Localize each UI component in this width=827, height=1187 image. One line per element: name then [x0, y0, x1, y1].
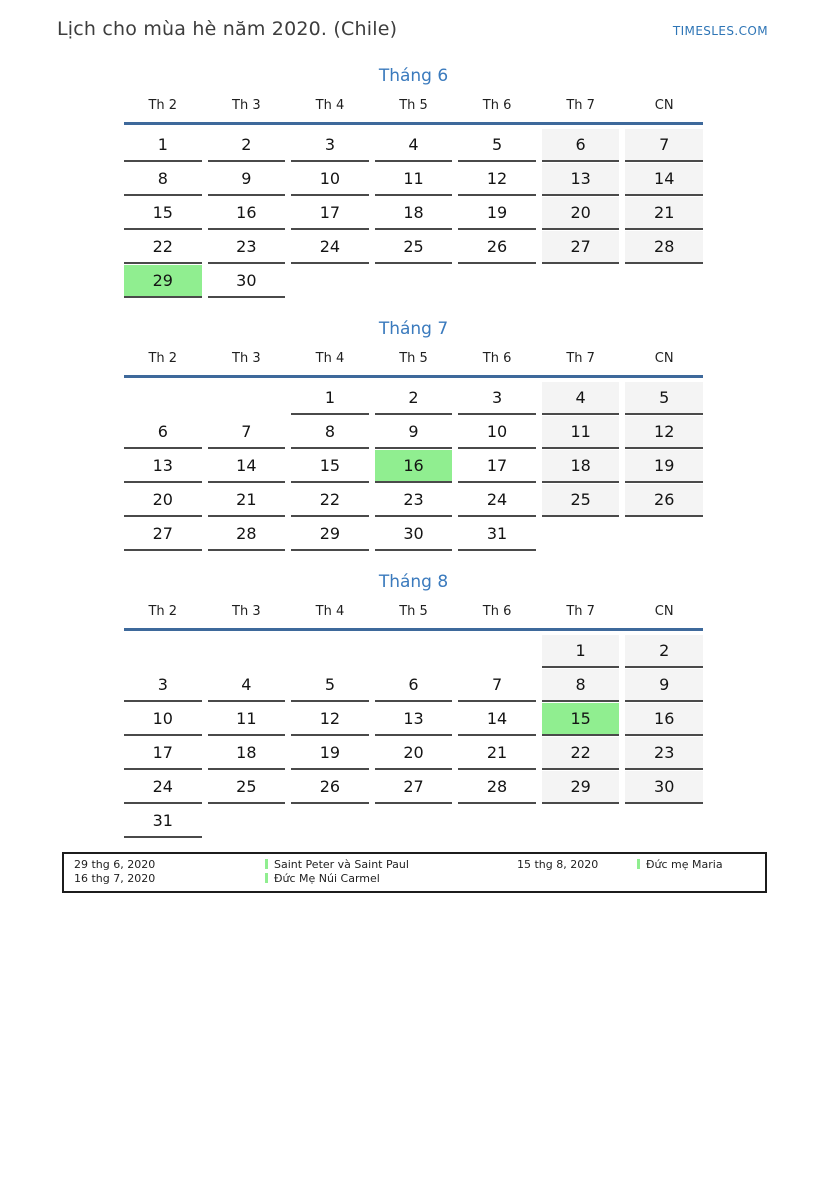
day-cell: 25 [375, 231, 453, 264]
day-cell: 25 [208, 771, 286, 804]
empty-cell [542, 518, 620, 551]
day-cell: 16 [375, 450, 453, 483]
month-title: Tháng 6 [378, 66, 449, 86]
day-cell: 29 [291, 518, 369, 551]
day-cell: 2 [208, 129, 286, 162]
day-cell: 10 [124, 703, 202, 736]
day-cell: 9 [208, 163, 286, 196]
day-cell: 18 [208, 737, 286, 770]
legend-date: 16 thg 7, 2020 [74, 872, 156, 885]
day-cell: 7 [625, 129, 703, 162]
empty-cell [208, 635, 286, 668]
day-cell: 17 [291, 197, 369, 230]
day-cell: 26 [625, 484, 703, 517]
day-names-row [124, 604, 703, 631]
day-cell: 6 [375, 669, 453, 702]
empty-cell [291, 635, 369, 668]
day-name: Th 4 [315, 351, 345, 366]
legend-holiday-label: Đức Mẹ Núi Carmel [274, 872, 380, 885]
legend-holiday [265, 858, 517, 872]
day-cell: 12 [291, 703, 369, 736]
day-name: Th 2 [148, 98, 178, 113]
day-cell: 13 [124, 450, 202, 483]
day-name: Th 6 [482, 604, 512, 619]
months-container [124, 66, 703, 838]
holiday-marker-icon [637, 859, 640, 869]
day-cell: 31 [124, 805, 202, 838]
day-names-row [124, 98, 703, 125]
empty-cell [625, 265, 703, 298]
empty-cell [458, 265, 536, 298]
day-cell: 22 [542, 737, 620, 770]
day-name: CN [654, 98, 674, 113]
holiday-legend [62, 852, 767, 893]
day-cell: 10 [291, 163, 369, 196]
empty-cell [124, 635, 202, 668]
day-cell: 8 [124, 163, 202, 196]
day-name: Th 4 [315, 98, 345, 113]
day-cell: 6 [542, 129, 620, 162]
day-cell: 15 [542, 703, 620, 736]
legend-holiday [637, 858, 765, 872]
day-cell: 1 [124, 129, 202, 162]
day-cell: 24 [291, 231, 369, 264]
day-cell: 2 [625, 635, 703, 668]
day-cell: 18 [542, 450, 620, 483]
day-name: Th 7 [566, 604, 595, 619]
month-grid [124, 129, 703, 298]
legend-holiday-label: Saint Peter và Saint Paul [274, 858, 409, 871]
month-grid [124, 382, 703, 551]
day-cell: 5 [625, 382, 703, 415]
empty-cell [542, 265, 620, 298]
day-cell: 3 [458, 382, 536, 415]
day-cell: 21 [458, 737, 536, 770]
month-july [124, 319, 703, 551]
empty-cell [208, 382, 286, 415]
day-cell: 18 [375, 197, 453, 230]
page-title: Lịch cho mùa hè năm 2020. (Chile) [57, 18, 398, 40]
day-cell: 29 [542, 771, 620, 804]
day-cell: 14 [625, 163, 703, 196]
day-cell: 28 [208, 518, 286, 551]
empty-cell [124, 382, 202, 415]
day-cell: 19 [458, 197, 536, 230]
day-name: Th 6 [482, 98, 512, 113]
day-cell: 30 [375, 518, 453, 551]
day-cell: 4 [375, 129, 453, 162]
day-name: Th 3 [232, 604, 261, 619]
month-august [124, 572, 703, 838]
month-grid [124, 635, 703, 838]
day-cell: 8 [542, 669, 620, 702]
empty-cell [625, 805, 703, 838]
day-cell: 11 [375, 163, 453, 196]
day-cell: 9 [375, 416, 453, 449]
day-name: Th 3 [232, 351, 261, 366]
day-cell: 26 [458, 231, 536, 264]
day-cell: 30 [625, 771, 703, 804]
day-cell: 22 [124, 231, 202, 264]
day-cell: 12 [625, 416, 703, 449]
day-name: Th 2 [148, 351, 178, 366]
day-cell: 3 [124, 669, 202, 702]
day-cell: 27 [124, 518, 202, 551]
empty-cell [458, 635, 536, 668]
day-cell: 9 [625, 669, 703, 702]
day-cell: 24 [458, 484, 536, 517]
day-cell: 23 [208, 231, 286, 264]
legend-date: 29 thg 6, 2020 [74, 858, 156, 871]
day-cell: 5 [458, 129, 536, 162]
month-june [124, 66, 703, 298]
day-name: Th 7 [566, 351, 595, 366]
day-name: Th 3 [232, 98, 261, 113]
legend-dates-column [517, 858, 637, 872]
legend-dates-column [74, 858, 265, 886]
day-name: Th 4 [315, 604, 345, 619]
day-name: Th 5 [399, 351, 428, 366]
empty-cell [375, 265, 453, 298]
day-cell: 7 [458, 669, 536, 702]
day-cell: 22 [291, 484, 369, 517]
day-cell: 17 [124, 737, 202, 770]
day-cell: 20 [542, 197, 620, 230]
day-cell: 19 [625, 450, 703, 483]
day-name: Th 7 [566, 98, 595, 113]
day-cell: 27 [542, 231, 620, 264]
day-name: Th 6 [482, 351, 512, 366]
day-name: CN [654, 351, 674, 366]
day-cell: 20 [375, 737, 453, 770]
day-cell: 8 [291, 416, 369, 449]
day-cell: 4 [208, 669, 286, 702]
day-cell: 11 [542, 416, 620, 449]
day-cell: 14 [208, 450, 286, 483]
day-names-row [124, 351, 703, 378]
day-cell: 20 [124, 484, 202, 517]
day-cell: 26 [291, 771, 369, 804]
day-cell: 21 [625, 197, 703, 230]
legend-date: 15 thg 8, 2020 [517, 858, 599, 871]
day-cell: 12 [458, 163, 536, 196]
day-cell: 23 [625, 737, 703, 770]
day-cell: 15 [291, 450, 369, 483]
day-cell: 1 [542, 635, 620, 668]
day-cell: 16 [208, 197, 286, 230]
day-cell: 28 [458, 771, 536, 804]
empty-cell [291, 805, 369, 838]
day-cell: 31 [458, 518, 536, 551]
day-cell: 16 [625, 703, 703, 736]
day-cell: 7 [208, 416, 286, 449]
day-name: Th 2 [148, 604, 178, 619]
day-cell: 17 [458, 450, 536, 483]
day-cell: 28 [625, 231, 703, 264]
day-cell: 4 [542, 382, 620, 415]
day-cell: 5 [291, 669, 369, 702]
month-title: Tháng 7 [378, 319, 449, 339]
day-cell: 23 [375, 484, 453, 517]
legend-holiday-label: Đức mẹ Maria [646, 858, 723, 871]
day-cell: 21 [208, 484, 286, 517]
day-cell: 1 [291, 382, 369, 415]
day-cell: 2 [375, 382, 453, 415]
holiday-marker-icon [265, 873, 268, 883]
day-cell: 25 [542, 484, 620, 517]
holiday-marker-icon [265, 859, 268, 869]
legend-holidays-column [265, 858, 517, 886]
day-cell: 14 [458, 703, 536, 736]
legend-holidays-column [637, 858, 765, 872]
day-cell: 11 [208, 703, 286, 736]
day-cell: 6 [124, 416, 202, 449]
day-name: Th 5 [399, 604, 428, 619]
empty-cell [542, 805, 620, 838]
day-cell: 27 [375, 771, 453, 804]
month-title: Tháng 8 [378, 572, 449, 592]
empty-cell [375, 805, 453, 838]
page-header [57, 18, 768, 40]
empty-cell [375, 635, 453, 668]
day-cell: 24 [124, 771, 202, 804]
day-cell: 29 [124, 265, 202, 298]
calendar-page [0, 18, 827, 893]
empty-cell [625, 518, 703, 551]
day-cell: 13 [375, 703, 453, 736]
legend-holiday [265, 872, 517, 886]
day-cell: 10 [458, 416, 536, 449]
day-name: CN [654, 604, 674, 619]
day-cell: 13 [542, 163, 620, 196]
day-cell: 3 [291, 129, 369, 162]
day-cell: 30 [208, 265, 286, 298]
day-cell: 15 [124, 197, 202, 230]
empty-cell [291, 265, 369, 298]
empty-cell [208, 805, 286, 838]
empty-cell [458, 805, 536, 838]
site-link[interactable]: TIMESLES.COM [672, 24, 768, 38]
day-name: Th 5 [399, 98, 428, 113]
day-cell: 19 [291, 737, 369, 770]
